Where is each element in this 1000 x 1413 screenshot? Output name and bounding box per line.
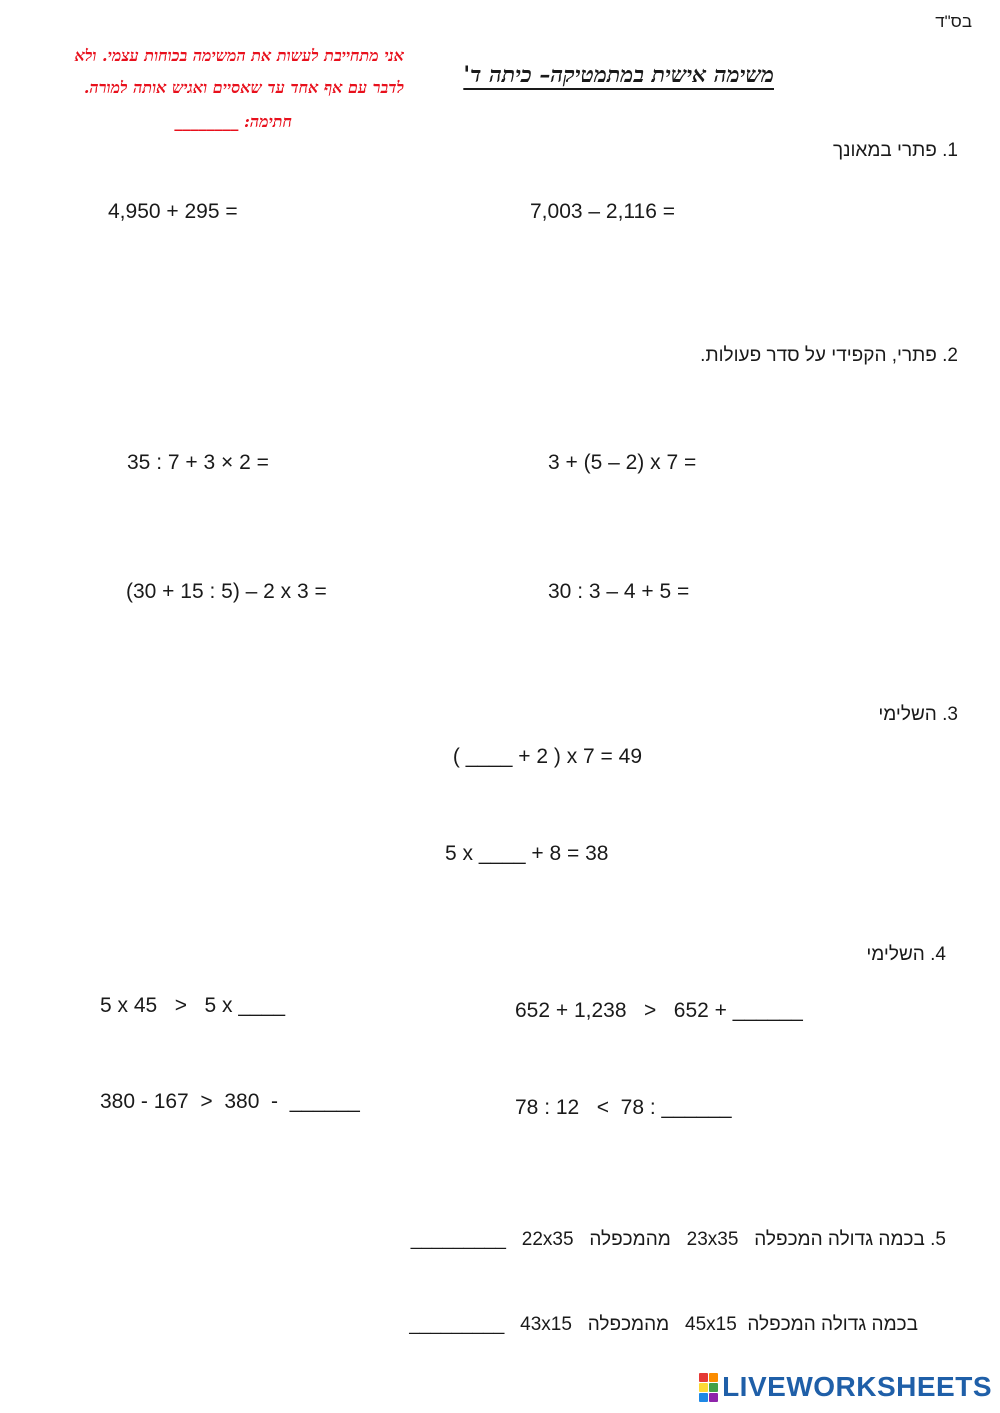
q3-equation-2: 5 x ____ + 8 = 38 [445, 842, 609, 865]
commitment-line-2: לדבר עם אף אחד עד שאסיים ואגיש אותה למורה. [83, 78, 404, 97]
signature-line: חתימה: ________ [174, 112, 292, 131]
q4-equation-2: 652 + 1,238 > 652 + ______ [515, 999, 803, 1022]
q4-equation-1: 5 x 45 > 5 x ____ [100, 994, 286, 1017]
q2-equation-1: 35 : 7 + 3 × 2 = [127, 451, 269, 474]
q3-heading: 3. השלימי [878, 704, 958, 725]
logo-grid-icon [699, 1373, 718, 1402]
commitment-line-1: אני מתחייבת לעשות את המשימה בכוחות עצמי. ולא [74, 46, 404, 65]
page-title: משימה אישית במתמטיקה– כיתה ד' [463, 62, 774, 88]
q1-heading: 1. פתרי במאונך [832, 140, 958, 161]
logo-text: LIVEWORKSHEETS [722, 1371, 992, 1402]
q2-heading: 2. פתרי, הקפידי על סדר פעולות. [700, 345, 958, 366]
q4-equation-3: 380 - 167 > 380 - ______ [100, 1090, 360, 1113]
q2-equation-3: (30 + 15 : 5) – 2 x 3 = [126, 580, 327, 603]
q3-equation-1: ( ____ + 2 ) x 7 = 49 [452, 745, 642, 768]
bsd-mark: בס"ד [935, 12, 972, 31]
q2-equation-4: 30 : 3 – 4 + 5 = [548, 580, 690, 603]
liveworksheets-logo [699, 1371, 992, 1403]
q5-line-1: 5. בכמה גדולה המכפלה 23x35 מהמכפלה 22x35 _________ [410, 1229, 946, 1250]
q4-heading: 4. השלימי [866, 944, 946, 965]
q1-equation-right: 7,003 – 2,116 = [530, 200, 675, 223]
q2-equation-2: 3 + (5 – 2) x 7 = [548, 451, 697, 474]
q5-line-2: בכמה גדולה המכפלה 45x15 מהמכפלה 43x15 _________ [409, 1314, 918, 1335]
q1-equation-left: 4,950 + 295 = [108, 200, 238, 223]
q4-equation-4: 78 : 12 < 78 : ______ [515, 1096, 732, 1119]
